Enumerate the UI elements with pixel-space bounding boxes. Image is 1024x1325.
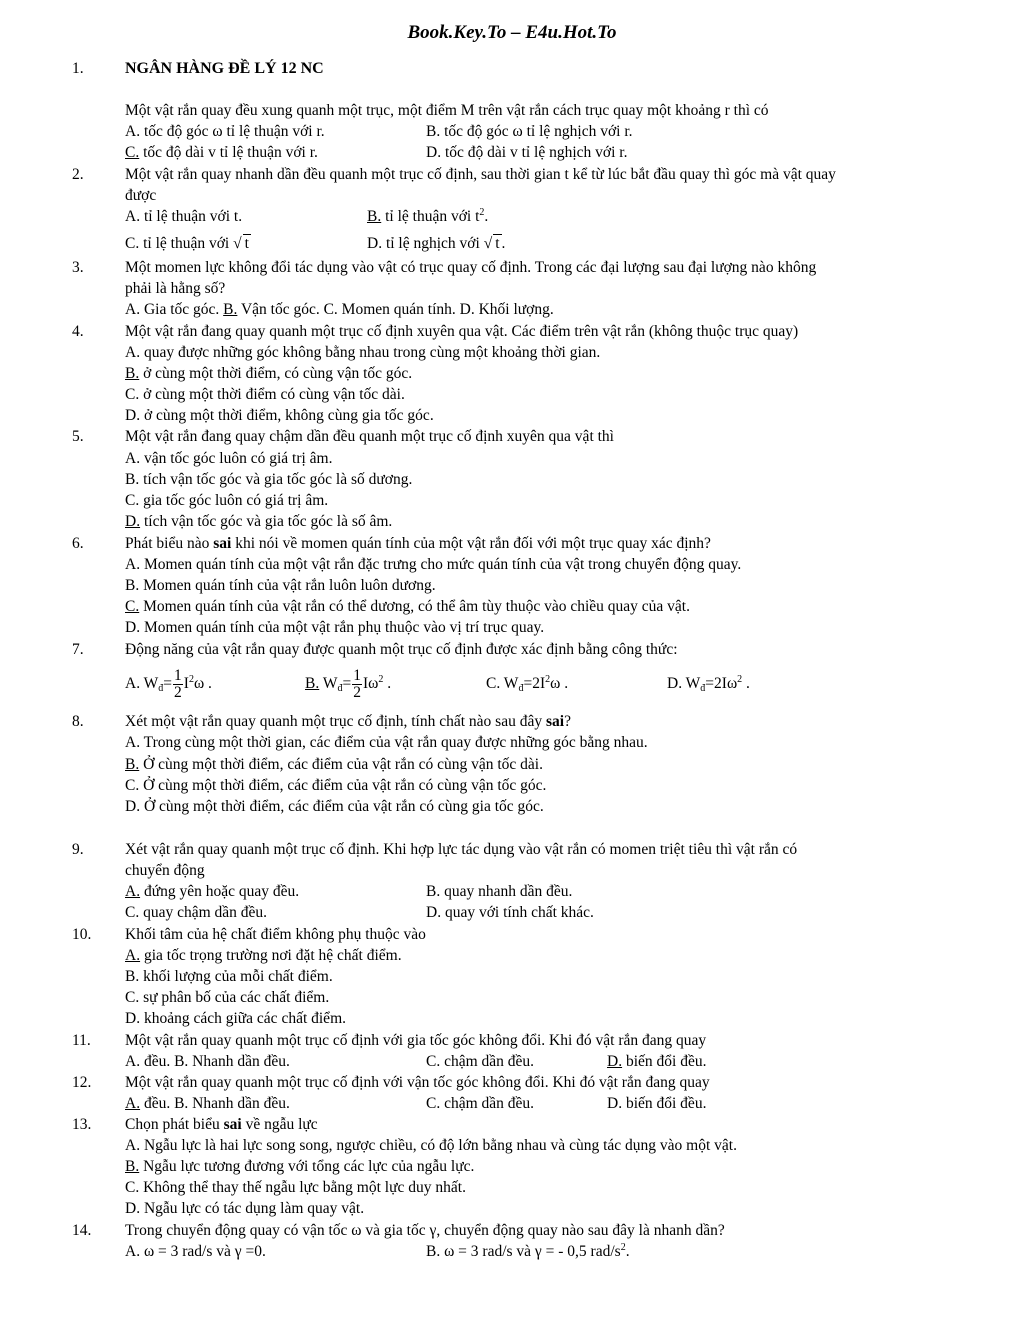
question-text	[125, 713, 571, 731]
answer-c: C. Ở cùng một thời điểm, các điểm của vật rắn có cùng vận tốc góc.	[125, 777, 547, 794]
answer-d	[367, 234, 505, 253]
term: .	[742, 675, 750, 692]
sqrt-radicand: t	[244, 235, 249, 252]
answer-text: ở cùng một thời điểm, có cùng vận tốc góc.	[139, 365, 413, 382]
question-text: Một vật rắn đang quay quanh một trục cố định xuyên qua vật. Các điểm trên vật rắn (không thuộc trục quay)	[125, 323, 799, 340]
answer-rest: Vận tốc góc. C. Momen quán tính. D. Khối lượng.	[237, 301, 554, 318]
answer-text: đứng yên hoặc quay đều.	[140, 883, 300, 900]
subscript: đ	[158, 683, 164, 694]
fraction	[352, 668, 362, 701]
term: Iω	[362, 675, 379, 692]
text-part: Phát biểu nào	[125, 535, 214, 552]
subscript: đ	[337, 683, 343, 694]
answer-b: B. tốc độ góc ω tỉ lệ nghịch với r.	[426, 123, 633, 140]
document-title: NGÂN HÀNG ĐỀ LÝ 12 NC	[125, 60, 324, 77]
question-text: Động năng của vật rắn quay được quanh một trục cố định được xác định bằng công thức:	[125, 641, 678, 658]
answer-text: C. tỉ lệ thuận với	[125, 235, 234, 252]
answer-a	[125, 947, 402, 965]
answer-key: B.	[125, 756, 140, 773]
answer-b	[125, 756, 543, 774]
answer-b	[426, 1243, 630, 1261]
exponent: 2	[479, 207, 485, 218]
page-header: Book.Key.To – E4u.Hot.To	[407, 22, 617, 43]
question-text: chuyển động	[125, 862, 205, 879]
text-part: Chọn phát biểu	[125, 1116, 224, 1133]
answer-d	[125, 513, 392, 531]
punct: .	[501, 235, 506, 252]
question-number: 9.	[72, 841, 84, 858]
label: C. W	[486, 675, 519, 692]
text-part: về ngẫu lực	[241, 1116, 318, 1133]
question-text: được	[125, 187, 157, 204]
question-number: 7.	[72, 641, 84, 658]
answer-key: B.	[367, 208, 382, 225]
question-text: Một vật rắn quay đều xung quanh một trục, một điểm M trên vật rắn cách trục quay một khoảng r thì có	[125, 102, 769, 119]
question-text: Một vật rắn quay quanh một trục cố định với vận tốc góc không đổi. Khi đó vật rắn đang quay	[125, 1074, 710, 1091]
answer-a: A. Gia tốc góc.	[125, 301, 224, 318]
question-text: Khối tâm của hệ chất điểm không phụ thuộc vào	[125, 926, 426, 943]
subscript: đ	[700, 683, 706, 694]
answer-a: A. tốc độ góc ω tỉ lệ thuận với r.	[125, 123, 325, 140]
exponent: 2	[188, 674, 194, 685]
sqrt-radicand: t	[495, 235, 500, 252]
answer-a	[125, 883, 299, 901]
answer-a: A. quay được những góc không bằng nhau trong cùng một khoảng thời gian.	[125, 344, 601, 361]
answer-d: D. Momen quán tính của một vật rắn phụ thuộc vào vị trí trục quay.	[125, 619, 545, 636]
answer-c: C. sự phân bố của các chất điểm.	[125, 989, 330, 1006]
answer-a: A. tỉ lệ thuận với t.	[125, 208, 243, 225]
answer-text: tỉ lệ thuận với t	[381, 208, 480, 225]
question-number: 8.	[72, 713, 84, 730]
answer-text: Ngẫu lực tương đương với tổng các lực của ngẫu lực.	[139, 1158, 475, 1175]
answer-a: A. vận tốc góc luôn có giá trị âm.	[125, 450, 333, 467]
question-number: 5.	[72, 428, 84, 445]
question-number: 12.	[72, 1074, 92, 1091]
answer-key: B.	[305, 675, 320, 692]
answer-c: C. Không thể thay thế ngẫu lực bằng một lực duy nhất.	[125, 1179, 466, 1196]
subscript: đ	[518, 683, 524, 694]
denominator: 2	[353, 683, 361, 701]
exponent: 2	[737, 674, 743, 685]
answer-d: D. Ở cùng một thời điểm, các điểm của vật rắn có cùng gia tốc góc.	[125, 798, 544, 815]
answer-text: B. ω = 3 rad/s và γ = - 0,5 rad/s	[426, 1243, 621, 1260]
answer-d: D. quay với tính chất khác.	[426, 904, 594, 921]
question-text	[125, 535, 711, 553]
question-number: 4.	[72, 323, 84, 340]
item-number: 1.	[72, 60, 84, 77]
answer-c: C. ở cùng một thời điểm có cùng vận tốc dài.	[125, 386, 405, 403]
answer-d: D. khoảng cách giữa các chất điểm.	[125, 1010, 346, 1027]
question-text	[125, 1116, 318, 1134]
answer-ab	[125, 1095, 290, 1113]
answer-d: D. Ngẫu lực có tác dụng làm quay vật.	[125, 1200, 365, 1217]
answers-inline	[125, 301, 554, 319]
punct: .	[625, 1243, 630, 1260]
answer-text: D. tỉ lệ nghịch với	[367, 235, 484, 252]
answer-key: A.	[125, 947, 141, 964]
sqrt-symbol: √	[483, 235, 493, 252]
numerator: 1	[174, 666, 182, 684]
answer-key: B.	[125, 365, 140, 382]
answer-b: B. quay nhanh dần đều.	[426, 883, 573, 900]
emphasis: sai	[213, 535, 232, 552]
answer-text: gia tốc trọng trường nơi đặt hệ chất điểm.	[140, 947, 402, 964]
answer-c	[125, 144, 318, 162]
equals: =	[342, 675, 352, 692]
exponent: 2	[378, 674, 384, 685]
answer-d	[607, 1053, 706, 1071]
answer-text: Momen quán tính của vật rắn có thể dương, có thể âm tùy thuộc vào chiều quay của vật.	[139, 598, 690, 615]
question-number: 6.	[72, 535, 84, 552]
answer-text: đều. B. Nhanh dần đều.	[140, 1095, 290, 1112]
label: D. W	[667, 675, 701, 692]
answer-a: A. Trong cùng một thời gian, các điểm của vật rắn quay được những góc bằng nhau.	[125, 734, 648, 751]
label: W	[319, 675, 338, 692]
answer-ab: A. đều. B. Nhanh dần đều.	[125, 1053, 290, 1070]
question-number: 2.	[72, 166, 84, 183]
answer-text: biến đổi đều.	[622, 1053, 707, 1070]
denominator: 2	[174, 683, 182, 701]
question-number: 3.	[72, 259, 84, 276]
answer-d: D. tốc độ dài v tỉ lệ nghịch với r.	[426, 144, 628, 161]
text-part: khi nói về momen quán tính của một vật rắn đối với một trục quay xác định?	[231, 535, 711, 552]
punct: .	[484, 208, 489, 225]
answer-a: A. Momen quán tính của một vật rắn đặc trưng cho mức quán tính của vật trong chuyển động quay.	[125, 556, 742, 573]
question-text: Một vật rắn quay nhanh dần đều quanh một trục cố định, sau thời gian t kể từ lúc bắt đầu quay thì góc mà vật quay	[125, 166, 836, 183]
term: .	[383, 675, 392, 692]
answer-b: B. Momen quán tính của vật rắn luôn luôn dương.	[125, 577, 436, 594]
answer-b	[125, 1158, 474, 1176]
answer-c: C. chậm dần đều.	[426, 1053, 535, 1070]
exponent: 2	[545, 674, 551, 685]
question-text: Một momen lực không đổi tác dụng vào vật có trục quay cố định. Trong các đại lượng sau đại lượng nào không	[125, 259, 817, 276]
equals: =	[163, 675, 173, 692]
question-number: 13.	[72, 1116, 92, 1133]
term: 2I	[532, 675, 546, 692]
question-number: 10.	[72, 926, 92, 943]
answer-c	[486, 664, 568, 704]
question-text: Một vật rắn quay quanh một trục cố định với gia tốc góc không đổi. Khi đó vật rắn đang quay	[125, 1032, 707, 1049]
equals: =	[523, 675, 533, 692]
answer-key: C.	[125, 144, 140, 161]
numerator: 1	[353, 666, 361, 684]
answer-key: B.	[125, 1158, 140, 1175]
fraction	[173, 668, 183, 701]
answer-c: C. gia tốc góc luôn có giá trị âm.	[125, 492, 329, 509]
answer-a	[125, 664, 212, 704]
answer-key: D.	[607, 1053, 623, 1070]
equals: =	[705, 675, 715, 692]
answer-d: D. biến đổi đều.	[607, 1095, 707, 1112]
question-number: 14.	[72, 1222, 92, 1239]
emphasis: sai	[545, 713, 565, 730]
answer-d	[667, 664, 750, 704]
answer-b	[305, 664, 391, 704]
answer-b	[125, 365, 412, 383]
answer-d: D. ở cùng một thời điểm, không cùng gia tốc góc.	[125, 407, 434, 424]
answer-b	[367, 208, 488, 226]
answer-a: A. Ngẫu lực là hai lực song song, ngược chiều, có độ lớn bằng nhau và cùng tác dụng vào một vật.	[125, 1137, 737, 1154]
answer-c	[125, 598, 690, 616]
term: ω .	[193, 675, 212, 692]
term: ω .	[550, 675, 569, 692]
answer-text: tích vận tốc góc và gia tốc góc là số âm.	[140, 513, 393, 530]
answer-c	[125, 234, 251, 253]
answer-key: B.	[223, 301, 238, 318]
emphasis: sai	[223, 1116, 242, 1133]
answer-text: tốc độ dài v tỉ lệ thuận với r.	[139, 144, 318, 161]
sqrt-symbol: √	[233, 235, 242, 252]
answer-key: A.	[125, 1095, 141, 1112]
answer-text: Ở cùng một thời điểm, các điểm của vật rắn có cùng vận tốc dài.	[139, 756, 543, 773]
answer-key: D.	[125, 513, 141, 530]
question-text: Một vật rắn đang quay chậm dần đều quanh một trục cố định xuyên qua vật thì	[125, 428, 614, 445]
answer-b: B. khối lượng của mỗi chất điểm.	[125, 968, 333, 985]
term: I	[183, 675, 189, 692]
answer-b: B. tích vận tốc góc và gia tốc góc là số dương.	[125, 471, 413, 488]
question-text: Xét vật rắn quay quanh một trục cố định. Khi hợp lực tác dụng vào vật rắn có momen triệt tiêu thì vật rắn có	[125, 841, 798, 858]
question-number: 11.	[72, 1032, 91, 1049]
answer-key: C.	[125, 598, 140, 615]
question-text: Trong chuyển động quay có vận tốc ω và gia tốc γ, chuyển động quay nào sau đây là nhanh dần?	[125, 1222, 725, 1239]
answer-c: C. quay chậm dần đều.	[125, 904, 268, 921]
question-text: phải là hằng số?	[125, 280, 226, 297]
term: 2Iω	[714, 675, 738, 692]
text-part: Xét một vật rắn quay quanh một trục cố định, tính chất nào sau đây	[125, 713, 546, 730]
text-part: ?	[564, 713, 571, 730]
exponent: 2	[620, 1242, 626, 1253]
label: A. W	[125, 675, 159, 692]
answer-a: A. ω = 3 rad/s và γ =0.	[125, 1243, 266, 1260]
answer-key: A.	[125, 883, 141, 900]
answer-c: C. chậm dần đều.	[426, 1095, 535, 1112]
